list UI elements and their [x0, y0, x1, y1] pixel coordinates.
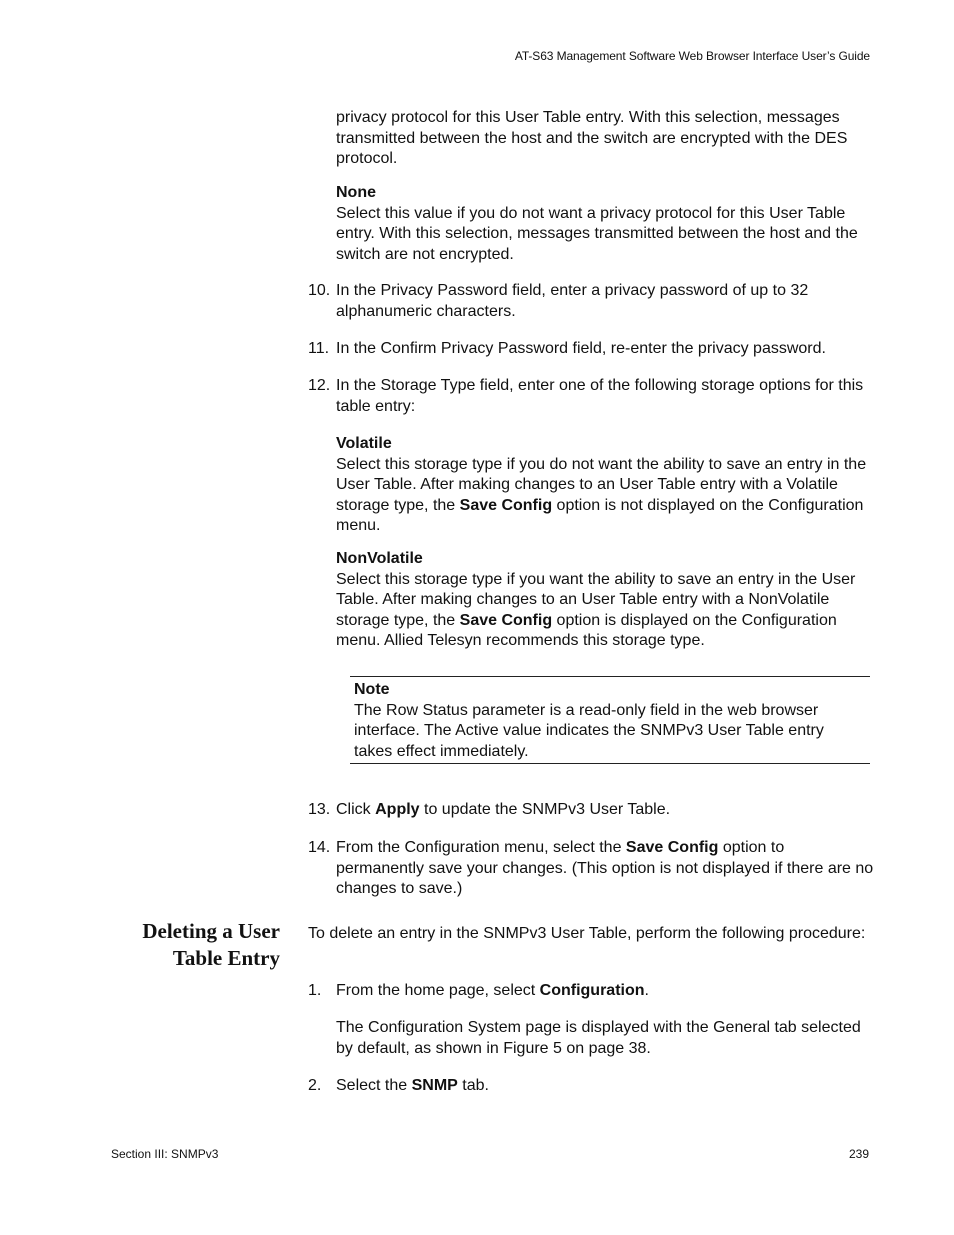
step-13-number: 13.: [308, 801, 331, 818]
step-14-save-config: Save Config: [625, 839, 719, 856]
step-14-text: [336, 838, 876, 900]
volatile-description: [336, 455, 876, 537]
volatile-desc-part-c: option is not displayed on the Configuration menu.: [336, 496, 864, 534]
nonvolatile-desc-part-a: Select this storage type if you want the ability to save an entry in the User Table. After making changes to an User Table entry with a NonVolatile storage type, the: [336, 570, 856, 629]
section-heading-line-1: Deleting a User: [142, 919, 280, 943]
step-13-part-a: Click: [336, 801, 376, 818]
section-intro: To delete an entry in the SNMPv3 User Table, perform the following procedure:: [308, 925, 866, 942]
step-13-apply: Apply: [375, 801, 420, 818]
step-11-number: 11.: [308, 340, 330, 357]
note-box: [350, 676, 870, 764]
section-heading-line-2: Table Entry: [172, 946, 280, 970]
step-12-text: In the Storage Type field, enter one of the following storage options for this table entry:: [336, 377, 864, 415]
step-14-part-c: option to permanently save your changes. (This option is not displayed if there are no changes to save.): [336, 839, 874, 897]
step-14-part-a: From the Configuration menu, select the: [336, 839, 626, 856]
delete-step-1-text: [336, 981, 876, 1002]
running-header: AT-S63 Management Software Web Browser Interface User’s Guide: [514, 49, 870, 63]
step-10-number: 10.: [308, 282, 331, 299]
volatile-term: Volatile: [336, 435, 392, 452]
step-13-text: [336, 800, 876, 821]
nonvolatile-term: NonVolatile: [336, 550, 423, 567]
delete-step-1-part-c: .: [644, 982, 649, 999]
privacy-des-paragraph: privacy protocol for this User Table entry. With this selection, messages transmitted between the host and the switch are encrypted with the DES protocol.: [336, 109, 848, 167]
note-content: [354, 680, 866, 762]
none-option: [336, 183, 876, 265]
none-description: Select this value if you do not want a privacy protocol for this User Table entry. With this selection, messages transmitted between the host and the switch are not encrypted.: [336, 204, 858, 263]
step-12-number: 12.: [308, 377, 331, 394]
nonvolatile-option: [336, 549, 876, 652]
volatile-option: [336, 434, 876, 537]
delete-step-1-part-a: From the home page, select: [336, 982, 540, 999]
delete-step-2-snmp: SNMP: [411, 1077, 458, 1094]
delete-step-1-number: 1.: [308, 982, 322, 999]
delete-step-2-part-c: tab.: [457, 1077, 489, 1094]
delete-step-2-number: 2.: [308, 1077, 322, 1094]
page-number: 239: [848, 1147, 869, 1161]
step-10-text: In the Privacy Password field, enter a privacy password of up to 32 alphanumeric characters.: [336, 282, 809, 320]
delete-step-2-part-a: Select the: [336, 1077, 412, 1094]
delete-step-1-result: The Configuration System page is displayed with the General tab selected by default, as shown in Figure 5 on page 38.: [336, 1019, 861, 1057]
nonvolatile-description: [336, 570, 876, 652]
section-heading: [100, 918, 280, 972]
nonvolatile-desc-part-c: option is displayed on the Configuration menu. Allied Telesyn recommends this storage type.: [336, 611, 837, 649]
footer-section: Section III: SNMPv3: [111, 1147, 219, 1161]
volatile-save-config: Save Config: [459, 496, 553, 514]
step-13-part-c: to update the SNMPv3 User Table.: [419, 801, 671, 818]
none-term: None: [336, 184, 376, 201]
delete-step-1-configuration: Configuration: [539, 982, 645, 999]
volatile-desc-part-a: Select this storage type if you do not want the ability to save an entry in the User Table. After making changes to an User Table entry with a Volatile storage type, the: [336, 455, 867, 514]
nonvolatile-save-config: Save Config: [459, 611, 553, 629]
delete-step-2-text: [336, 1076, 876, 1097]
note-title: Note: [354, 681, 390, 698]
step-14-number: 14.: [308, 839, 331, 856]
step-11-text: In the Confirm Privacy Password field, re-enter the privacy password.: [336, 340, 826, 357]
note-text: The Row Status parameter is a read-only field in the web browser interface. The Active value indicates the SNMPv3 User Table entry takes effect immediately.: [354, 701, 824, 760]
